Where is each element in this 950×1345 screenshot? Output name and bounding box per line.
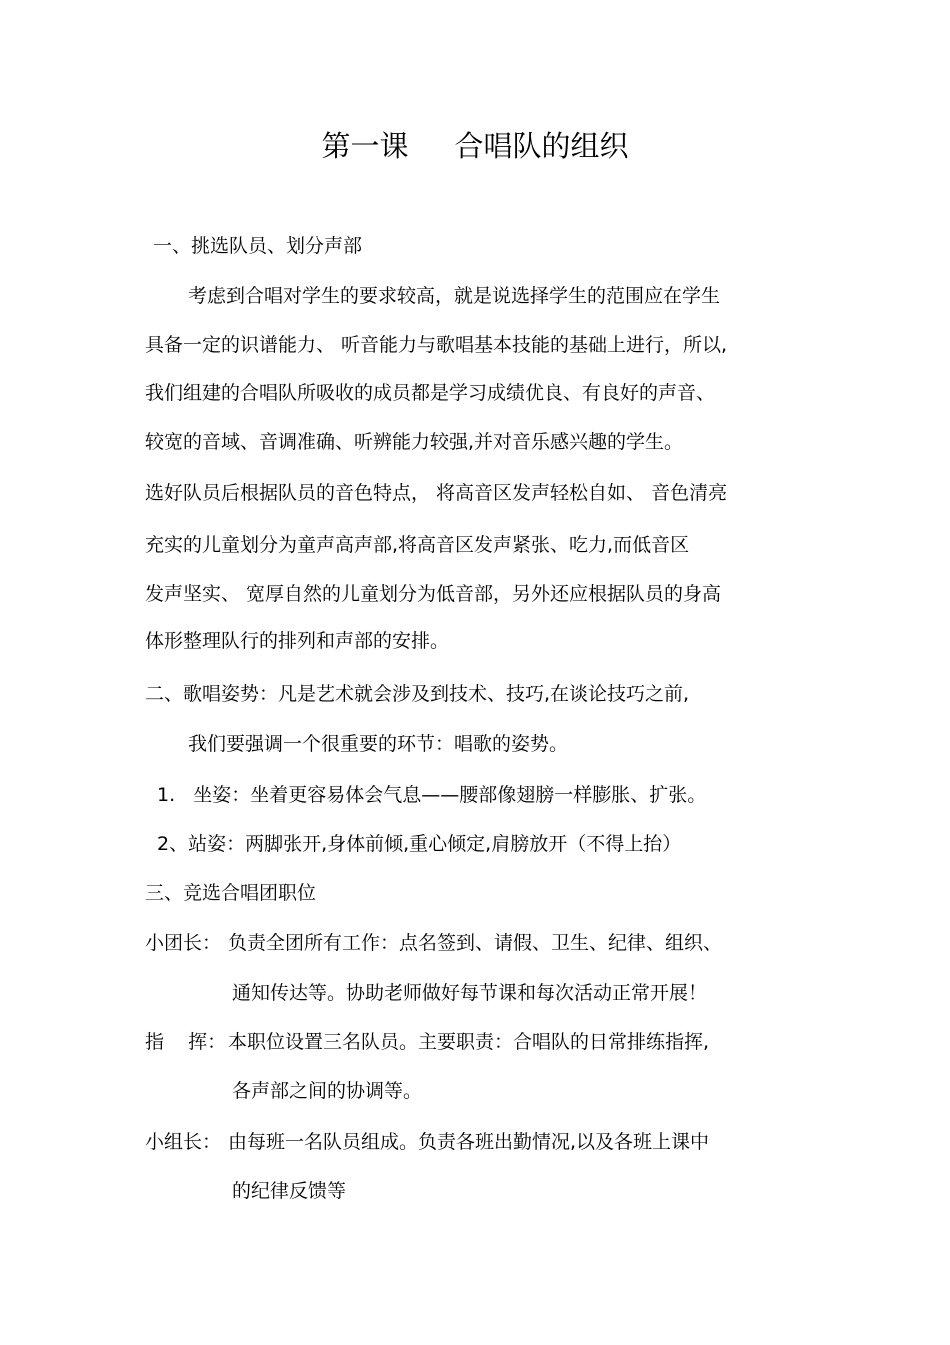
section-2-heading: 二、歌唱姿势：凡是艺术就会涉及到技术、技巧,在谈论技巧之前,: [145, 683, 690, 705]
paragraph-line: 发声坚实、 宽厚自然的儿童划分为低音部，另外还应根据队员的身高: [145, 583, 722, 605]
paragraph-line: 体形整理队行的排列和声部的安排。: [145, 630, 450, 652]
role-description: 各声部之间的协调等。: [232, 1080, 423, 1102]
role-description: 本职位设置三名队员。主要职责：合唱队的日常排练指挥,: [228, 1031, 710, 1053]
list-item-sitting-posture: 1. 坐姿：坐着更容易体会气息——腰部像翅膀一样膨胀、扩张。: [157, 784, 707, 806]
role-description: 负责全团所有工作：点名签到、请假、卫生、纪律、组织、: [228, 932, 723, 954]
paragraph-line: 考虑到合唱对学生的要求较高，就是说选择学生的范围应在学生: [188, 285, 721, 307]
paragraph-line: 选好队员后根据队员的音色特点， 将高音区发声轻松自如、 音色清亮: [145, 482, 728, 504]
paragraph-line: 我们组建的合唱队所吸收的成员都是学习成绩优良、有良好的声音、: [145, 382, 716, 404]
section-3-heading: 三、竞选合唱团职位: [145, 882, 317, 904]
role-description: 由每班一名队员组成。负责各班出勤情况,以及各班上课中: [228, 1131, 710, 1153]
section-1-heading: 一、挑选队员、划分声部: [153, 235, 363, 257]
role-label-group-leader: 小组长：: [145, 1131, 222, 1153]
paragraph-line: 充实的儿童划分为童声高声部,将高音区发声紧张、吃力,而低音区: [145, 534, 690, 556]
paragraph-line: 具备一定的识谱能力、 听音能力与歌唱基本技能的基础上进行，所以,: [145, 334, 728, 356]
role-description: 的纪律反馈等: [232, 1180, 347, 1202]
role-label-team-leader: 小团长：: [145, 932, 222, 954]
page-title: 第一课 合唱队的组织: [321, 129, 629, 163]
list-item-standing-posture: 2、站姿：两脚张开,身体前倾,重心倾定,肩膀放开（不得上抬）: [157, 833, 682, 855]
paragraph-line: 较宽的音域、音调准确、听辨能力较强,并对音乐感兴趣的学生。: [145, 431, 684, 453]
paragraph-line: 我们要强调一个很重要的环节：唱歌的姿势。: [188, 733, 569, 755]
role-description: 通知传达等。协助老师做好每节课和每次活动正常开展！: [232, 982, 708, 1004]
role-label-conductor: 指 挥：: [145, 1031, 227, 1053]
